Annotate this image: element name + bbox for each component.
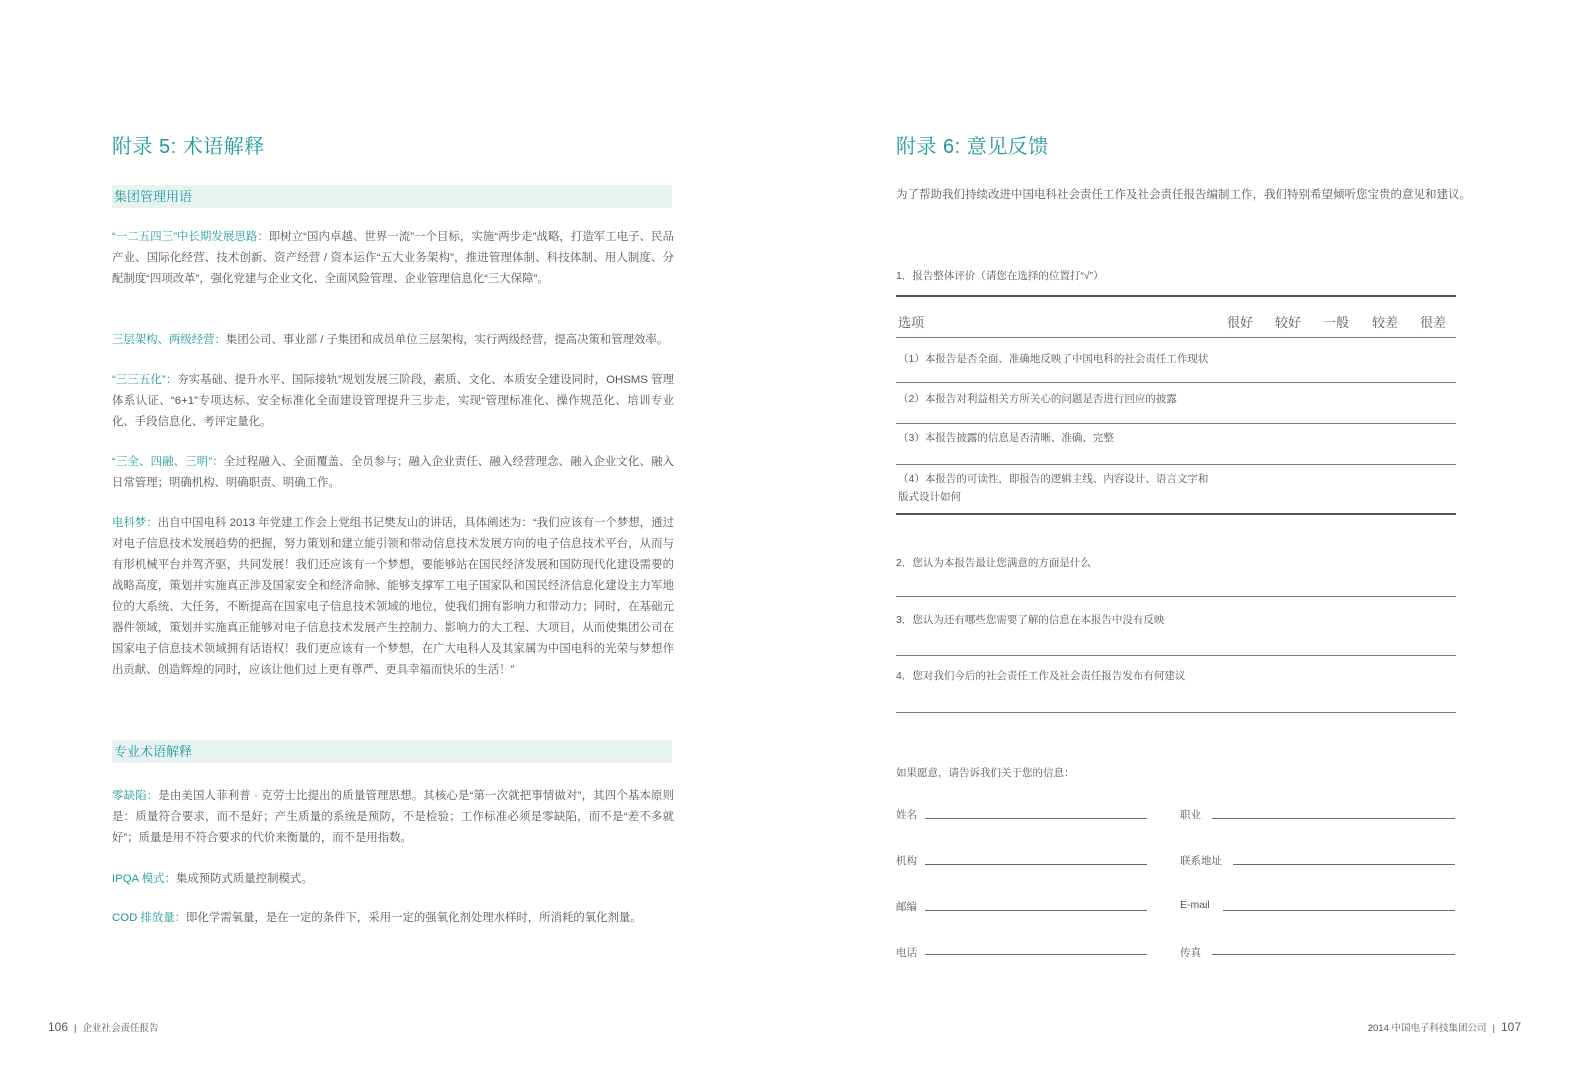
name-field[interactable] bbox=[925, 818, 1147, 819]
term-paragraph bbox=[112, 908, 674, 929]
table-row: （4）本报告的可读性，即报告的逻辑主线、内容设计、语言文字和版式设计如何 bbox=[898, 473, 1209, 503]
address-label: 联系地址 bbox=[1180, 855, 1222, 867]
term-definition: 出自中国电科 2013 年党建工作会上党组书记樊友山的讲话，具体阐述为：“我们应该有一个梦想，通过对电子信息技术发展趋势的把握，努力策划和建立能引领和带动信息技术发展方向的电子信息技术平台，从而与有形机械平台并驾齐驱，共同发展！我们还应该有一个梦想，要能够站在国民经济发展和国防现代化建设需要的战略高度，策划并实施真正涉及国家安全和经济命脉、能够支撑军工电子国家队和国民经济信息化建设主力军地位的大系统、大任务，不断提高在国家电子信息技术领域的地位，使我们拥有影响力和带动力；同时，在基础元器件领域，策划并实施真正能够对电子信息技术发展产生控制力、影响力的大工程、大项目，从而使集团公司在国家电子信息技术领域拥有话语权！我们更应该有一个梦想，在广大电科人及其家属为中国电科的光荣与梦想作出贡献、创造辉煌的同时，应该让他们过上更有尊严、更具幸福而快乐的生活！” bbox=[112, 517, 674, 676]
term-label: 电科梦： bbox=[112, 517, 158, 529]
question-1: 1．报告整体评价（请您在选择的位置打“√”） bbox=[896, 270, 1104, 282]
term-paragraph bbox=[112, 513, 674, 681]
job-field[interactable] bbox=[1212, 818, 1455, 819]
fax-field[interactable] bbox=[1212, 954, 1455, 955]
term-label: 三层架构、两级经营： bbox=[112, 334, 226, 346]
term-definition: 夯实基础、提升水平、国际接轨”规划发展三阶段，素质、文化、本质安全建设同时，OHSMS 管理体系认证、“6+1”专项达标、安全标准化全面建设管理提升三步走，实现“管理标准化、操作规范化、培训专业化、手段信息化、考评定量化。 bbox=[112, 374, 674, 428]
table-rule bbox=[896, 464, 1456, 465]
rating-header: 很差 bbox=[1420, 315, 1447, 330]
section-heading-group-terms: 集团管理用语 bbox=[112, 185, 672, 208]
term-paragraph bbox=[112, 786, 674, 849]
term-label: “一二五四三”中长期发展思路： bbox=[112, 231, 269, 243]
table-bottom-rule bbox=[896, 513, 1456, 515]
table-rule bbox=[896, 382, 1456, 383]
table-top-rule bbox=[896, 295, 1456, 297]
section-heading-professional-terms: 专业术语解释 bbox=[112, 740, 672, 763]
zip-field[interactable] bbox=[925, 910, 1147, 911]
name-label: 姓名 bbox=[896, 809, 917, 821]
feedback-intro: 为了帮助我们持续改进中国电科社会责任工作及社会责任报告编制工作，我们特别希望倾听您宝贵的意见和建议。 bbox=[896, 189, 1471, 201]
term-definition: 集团公司、事业部 / 子集团和成员单位三层架构，实行两级经营，提高决策和管理效率。 bbox=[225, 334, 669, 346]
page-number: 107 bbox=[1500, 1020, 1521, 1034]
page-number: 106 bbox=[48, 1020, 69, 1034]
question-3: 3．您认为还有哪些您需要了解的信息在本报告中没有反映 bbox=[896, 614, 1165, 626]
term-label: 零缺陷： bbox=[112, 790, 159, 802]
footer-right: 2014 中国电子科技集团公司 | 107 bbox=[1367, 1020, 1521, 1034]
rating-header: 很好 bbox=[1227, 315, 1254, 330]
footer-title: 企业社会责任报告 bbox=[82, 1023, 159, 1034]
job-label: 职业 bbox=[1180, 809, 1201, 821]
term-paragraph bbox=[112, 227, 674, 290]
rating-header: 一般 bbox=[1323, 315, 1350, 330]
table-row: （2）本报告对利益相关方所关心的问题是否进行回应的披露 bbox=[898, 393, 1177, 405]
term-label: IPQA 模式： bbox=[112, 873, 176, 885]
term-paragraph bbox=[112, 869, 674, 890]
left-page bbox=[0, 0, 793, 1077]
phone-label: 电话 bbox=[896, 947, 917, 959]
term-paragraph bbox=[112, 370, 674, 433]
term-paragraph bbox=[112, 452, 674, 494]
rating-header: 较好 bbox=[1275, 315, 1302, 330]
table-rule bbox=[896, 337, 1456, 338]
page-title: 附录 6: 意见反馈 bbox=[896, 136, 1049, 158]
term-paragraph bbox=[112, 330, 674, 351]
org-field[interactable] bbox=[925, 864, 1147, 865]
term-definition: 集成预防式质量控制模式。 bbox=[175, 873, 313, 885]
term-definition: 即化学需氧量，是在一定的条件下，采用一定的强氧化剂处理水样时，所消耗的氧化剂量。 bbox=[186, 912, 642, 924]
table-row: （3）本报告披露的信息是否清晰、准确、完整 bbox=[898, 432, 1114, 444]
term-label: “三三五化”： bbox=[112, 374, 178, 386]
phone-field[interactable] bbox=[925, 954, 1147, 955]
info-prompt: 如果愿意，请告诉我们关于您的信息： bbox=[896, 767, 1075, 779]
answer-line[interactable] bbox=[896, 596, 1456, 597]
term-definition: 即树立“国内卓越、世界一流”一个目标，实施“两步走”战略，打造军工电子、民品产业、国际化经营、技术创新、资产经营 / 资本运作“五大业务架构”，推进管理体制、科技体制、用人制度、分配制度“四项改革”，强化党建与企业文化、全面风险管理、企业管理信息化“三大保障”。 bbox=[112, 231, 674, 285]
footer-left: 106 | 企业社会责任报告 bbox=[48, 1020, 159, 1034]
question-4: 4．您对我们今后的社会责任工作及社会责任报告发布有何建议 bbox=[896, 670, 1186, 682]
table-row: （1）本报告是否全面、准确地反映了中国电科的社会责任工作现状 bbox=[898, 353, 1209, 365]
term-label: COD 排放量： bbox=[112, 912, 187, 924]
term-definition: 全过程融入、全面覆盖、全员参与；融入企业责任、融入经营理念、融入企业文化、融入日常管理；明确机构、明确职责、明确工作。 bbox=[112, 456, 674, 489]
question-2: 2．您认为本报告最让您满意的方面是什么 bbox=[896, 557, 1091, 569]
table-rule bbox=[896, 423, 1456, 424]
table-header-option: 选项 bbox=[898, 315, 925, 330]
answer-line[interactable] bbox=[896, 712, 1456, 713]
term-definition: 是由美国人菲利普 · 克劳士比提出的质量管理思想。其核心是“第一次就把事情做对”，其四个基本原则是：质量符合要求，而不是好；产生质量的系统是预防，不是检验；工作标准必须是零缺陷，而不是“差不多就好”；质量是用不符合要求的代价来衡量的，而不是用指数。 bbox=[112, 790, 674, 844]
term-label: “三全、四融、三明”： bbox=[112, 456, 224, 468]
address-field[interactable] bbox=[1233, 864, 1455, 865]
email-field[interactable] bbox=[1223, 910, 1455, 911]
rating-header: 较差 bbox=[1372, 315, 1399, 330]
zip-label: 邮编 bbox=[896, 901, 917, 913]
answer-line[interactable] bbox=[896, 655, 1456, 656]
fax-label: 传真 bbox=[1180, 947, 1201, 959]
footer-title: 2014 中国电子科技集团公司 bbox=[1367, 1023, 1487, 1034]
org-label: 机构 bbox=[896, 855, 917, 867]
page-title: 附录 5: 术语解释 bbox=[112, 136, 265, 158]
email-label: E-mail bbox=[1180, 899, 1210, 911]
